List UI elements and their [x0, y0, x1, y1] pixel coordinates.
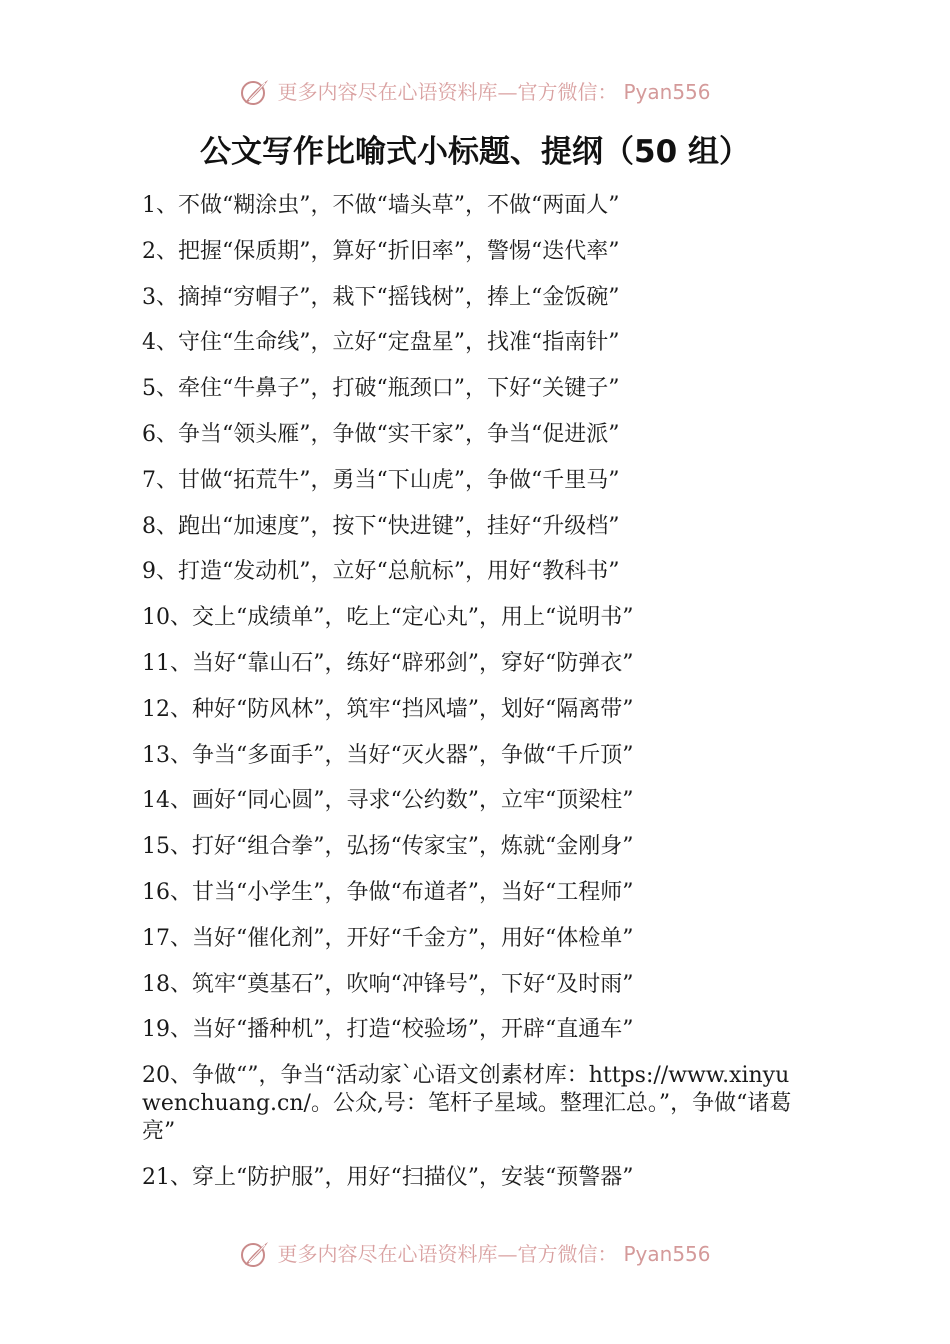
outline-item: 11、当好“靠山石”，练好“辟邪剑”，穿好“防弹衣”: [142, 650, 634, 676]
outline-item: 1、不做“糊涂虫”，不做“墙头草”，不做“两面人”: [142, 193, 620, 218]
document-title: 公文写作比喻式小标题、提纲（50 组）: [200, 134, 750, 170]
watermark-text: 更多内容尽在心语资料库—官方微信：: [277, 80, 618, 104]
outline-list: [142, 192, 802, 1210]
outline-item: 18、筑牢“奠基石”，吹响“冲锋号”，下好“及时雨”: [142, 971, 634, 997]
watermark-wechat-id: Pyan556: [623, 80, 711, 104]
feather-logo-icon: [239, 1238, 271, 1270]
outline-item: 17、当好“催化剂”，开好“千金方”，用好“体检单”: [142, 925, 634, 951]
outline-item: 9、打造“发动机”，立好“总航标”，用好“教科书”: [142, 559, 620, 585]
outline-item: 16、甘当“小学生”，争做“布道者”，当好“工程师”: [142, 879, 634, 905]
feather-logo-icon: [239, 76, 271, 108]
outline-item: 4、守住“生命线”，立好“定盘星”，找准“指南针”: [142, 330, 620, 356]
outline-item: 21、穿上“防护服”，用好“扫描仪”，安装“预警器”: [142, 1164, 634, 1190]
outline-item: 12、种好“防风林”，筑牢“挡风墙”，划好“隔离带”: [142, 696, 634, 722]
outline-item: 14、画好“同心圆”，寻求“公约数”，立牢“顶梁柱”: [142, 788, 634, 814]
outline-item: 2、把握“保质期”，算好“折旧率”，警惕“迭代率”: [142, 238, 620, 264]
outline-item: 5、牵住“牛鼻子”，打破“瓶颈口”，下好“关键子”: [142, 376, 620, 402]
watermark-text: 更多内容尽在心语资料库—官方微信：: [277, 1242, 618, 1266]
watermark-footer: [0, 1238, 950, 1270]
outline-item: 10、交上“成绩单”，吃上“定心丸”，用上“说明书”: [142, 605, 634, 631]
watermark-wechat-id: Pyan556: [623, 1242, 711, 1266]
outline-item: 7、甘做“拓荒牛”，勇当“下山虎”，争做“千里马”: [142, 467, 620, 493]
watermark-header: [0, 76, 950, 108]
outline-item: 3、摘掉“穷帽子”，栽下“摇钱树”，捧上“金饭碗”: [142, 284, 620, 310]
outline-item: 6、争当“领头雁”，争做“实干家”，争当“促进派”: [142, 421, 620, 447]
outline-item: 20、争做“”，争当“活动家`心语文创素材库：https://www.xinyuwenchuang.cn/。公众,号：笔杆子星域。整理汇总。”，争做“诸葛亮”: [142, 1063, 792, 1145]
outline-item: 13、争当“多面手”，当好“灭火器”，争做“千斤顶”: [142, 742, 634, 768]
outline-item: 8、跑出“加速度”，按下“快进键”，挂好“升级档”: [142, 513, 620, 539]
outline-item: 19、当好“播种机”，打造“校验场”，开辟“直通车”: [142, 1017, 634, 1043]
outline-item: 15、打好“组合拳”，弘扬“传家宝”，炼就“金刚身”: [142, 834, 634, 860]
